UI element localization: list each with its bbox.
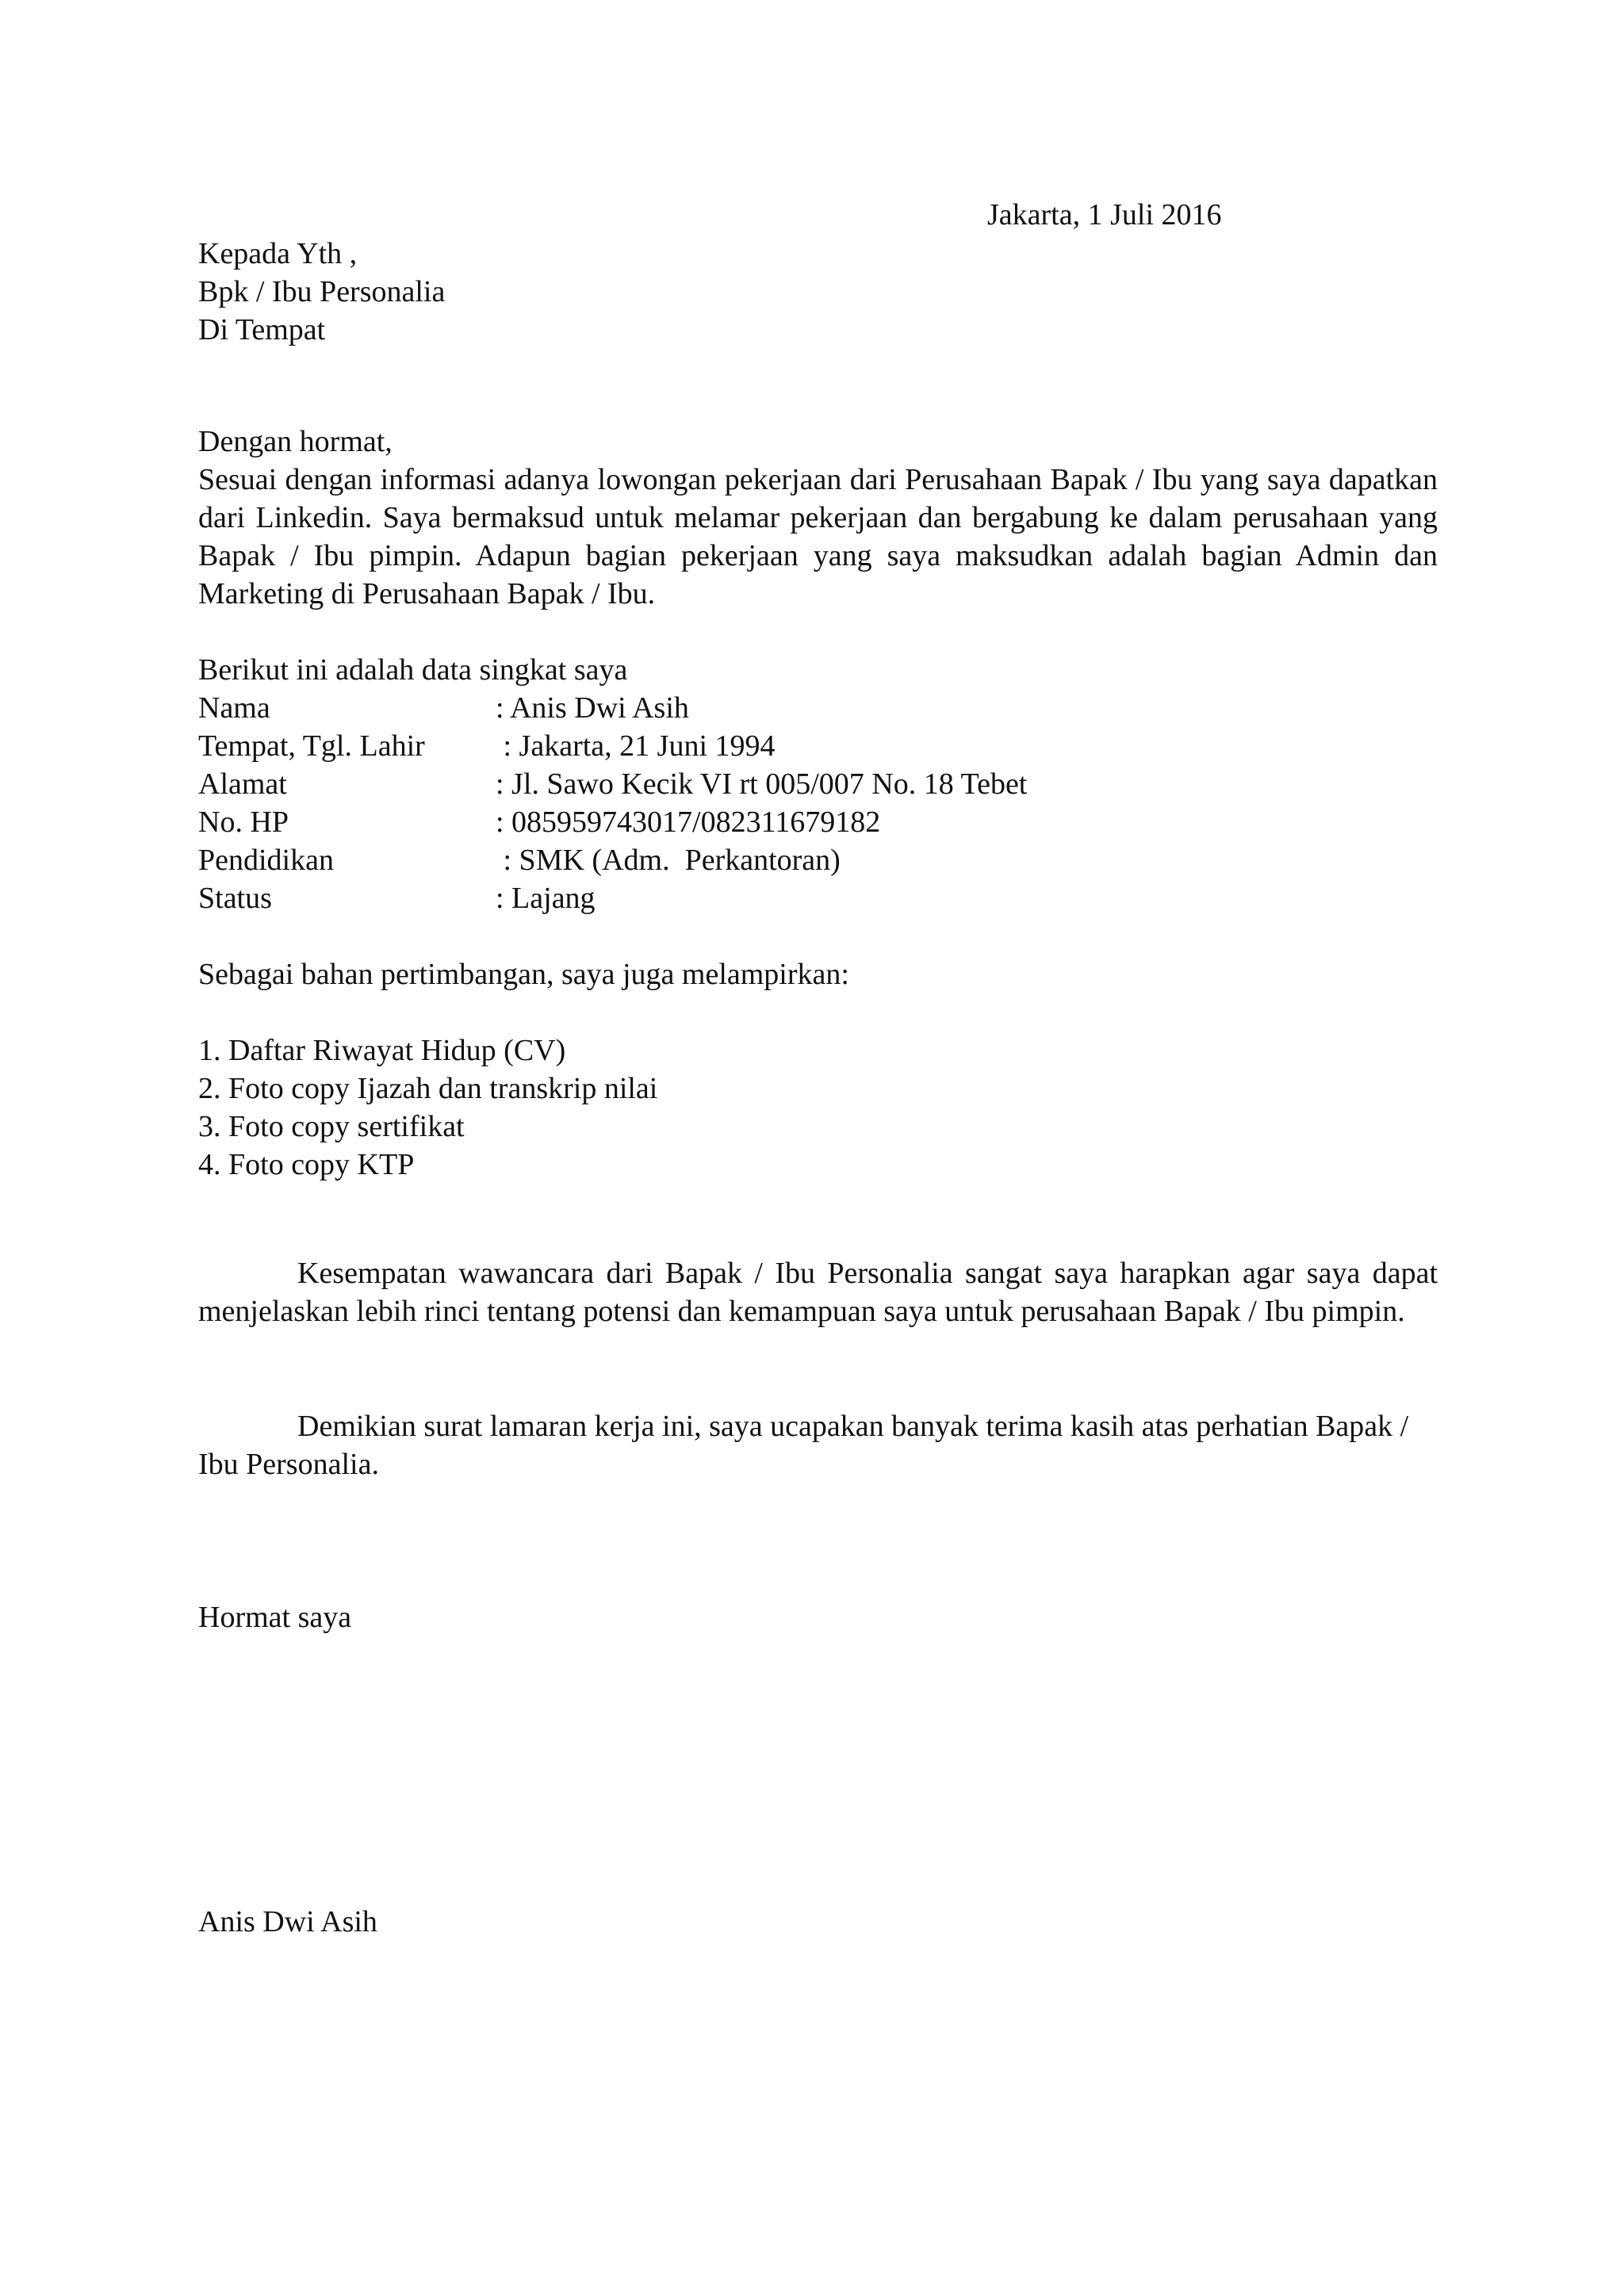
data-value: : Jl. Sawo Kecik VI rt 005/007 No. 18 Tebet bbox=[496, 767, 1028, 801]
data-value: : Anis Dwi Asih bbox=[496, 691, 689, 725]
data-row-phone bbox=[198, 803, 1027, 841]
data-label: Tempat, Tgl. Lahir bbox=[198, 729, 425, 763]
recipient-line-3: Di Tempat bbox=[198, 313, 326, 346]
data-value: : Jakarta, 21 Juni 1994 bbox=[496, 729, 776, 763]
data-row-name bbox=[198, 689, 1027, 727]
greeting: Dengan hormat, bbox=[198, 425, 393, 458]
data-row-birth bbox=[198, 727, 1027, 765]
data-value: : 085959743017/082311679182 bbox=[496, 806, 881, 839]
data-label: No. HP bbox=[198, 806, 289, 839]
letter-date: Jakarta, 1 Juli 2016 bbox=[987, 198, 1222, 232]
recipient-line-1: Kepada Yth , bbox=[198, 237, 358, 270]
data-label: Pendidikan bbox=[198, 844, 334, 877]
list-item: 4. Foto copy KTP bbox=[198, 1148, 415, 1181]
signature-name: Anis Dwi Asih bbox=[198, 1905, 377, 1938]
list-item: 2. Foto copy Ijazah dan transkrip nilai bbox=[198, 1072, 658, 1105]
data-label: Status bbox=[198, 882, 272, 915]
data-label: Nama bbox=[198, 691, 270, 725]
data-value: : Lajang bbox=[496, 882, 596, 915]
list-item: 3. Foto copy sertifikat bbox=[198, 1110, 465, 1143]
personal-data-table bbox=[198, 689, 1027, 917]
thanks-paragraph: Demikian surat lamaran kerja ini, saya ucapakan banyak terima kasih atas perhatian Bapak / Ibu Personalia. bbox=[198, 1410, 1409, 1481]
closing-salutation: Hormat saya bbox=[198, 1601, 352, 1634]
data-row-education bbox=[198, 841, 1027, 879]
data-value: : SMK (Adm. Perkantoran) bbox=[496, 844, 841, 877]
recipient-block bbox=[198, 235, 445, 349]
attachments-intro: Sebagai bahan pertimbangan, saya juga melampirkan: bbox=[198, 958, 849, 991]
opening-paragraph: Sesuai dengan informasi adanya lowongan pekerjaan dari Perusahaan Bapak / Ibu yang saya dapatkan dari Linkedin. Saya bermaksud untuk melamar pekerjaan dan bergabung ke dalam perusahaan yang Bapak / Ibu pimpin. Adapun bagian pekerjaan yang saya maksudkan adalah bagian Admin dan Marketing di Perusahaan Bapak / Ibu. bbox=[198, 463, 1438, 610]
data-row-status bbox=[198, 879, 1027, 917]
personal-data-intro: Berikut ini adalah data singkat saya bbox=[198, 653, 628, 687]
interview-paragraph: Kesempatan wawancara dari Bapak / Ibu Personalia sangat saya harapkan agar saya dapat menjelaskan lebih rinci tentang potensi dan kemampuan saya untuk perusahaan Bapak / Ibu pimpin. bbox=[198, 1257, 1438, 1328]
data-row-address bbox=[198, 765, 1027, 803]
data-label: Alamat bbox=[198, 767, 287, 801]
list-item: 1. Daftar Riwayat Hidup (CV) bbox=[198, 1034, 566, 1067]
recipient-line-2: Bpk / Ibu Personalia bbox=[198, 275, 446, 308]
attachments-list bbox=[198, 1031, 657, 1184]
